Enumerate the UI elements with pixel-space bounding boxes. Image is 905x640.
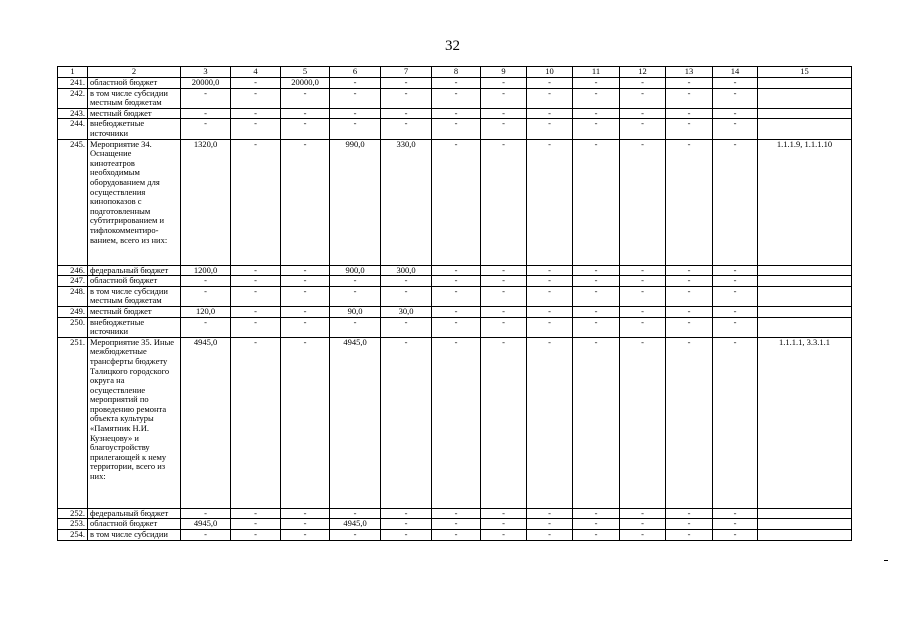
column-header: 1 [58,67,88,78]
cell-value: - [666,265,713,276]
row-number: 252. [58,508,88,519]
cell-value: - [620,78,666,89]
column-header: 4 [231,67,281,78]
cell-value: - [432,286,481,306]
cell-value: - [666,337,713,508]
cell-value: - [527,265,573,276]
cell-value: - [181,119,231,139]
column-header: 8 [432,67,481,78]
table-row [58,265,852,276]
target-indicator-ref [758,286,852,306]
cell-value: - [330,317,381,337]
row-number: 254. [58,529,88,540]
cell-value: - [330,276,381,287]
cell-value: - [573,317,620,337]
target-indicator-ref [758,78,852,89]
cell-value: - [481,276,527,287]
cell-value: 20000,0 [181,78,231,89]
cell-value: - [231,286,281,306]
cell-value: - [432,108,481,119]
cell-value: - [231,119,281,139]
cell-value: - [666,276,713,287]
row-name: Мероприятие 35. Иные межбюджетные трансферты бюджету Талицкого городского округа на осуществление мероприятий по проведению ремонта объекта культуры «Памятник Н.И. Кузнецову» и благоустройству прилегающей к нему территории, всего из них: [88,337,181,508]
row-number: 251. [58,337,88,508]
cell-value: - [231,265,281,276]
row-number: 250. [58,317,88,337]
row-name: в том числе субсидии местным бюджетам [88,88,181,108]
cell-value: - [713,139,758,265]
cell-value: - [713,508,758,519]
cell-value: - [527,108,573,119]
cell-value: - [713,529,758,540]
cell-value: - [713,119,758,139]
cell-value: - [713,519,758,530]
cell-value: 900,0 [330,265,381,276]
header-row [58,67,852,78]
cell-value: - [432,529,481,540]
cell-value: - [713,78,758,89]
row-name: областной бюджет [88,519,181,530]
cell-value: - [481,265,527,276]
cell-value: - [573,519,620,530]
cell-value: 1200,0 [181,265,231,276]
cell-value: - [527,78,573,89]
cell-value: - [527,337,573,508]
row-number: 246. [58,265,88,276]
cell-value: - [527,306,573,317]
cell-value: - [281,139,330,265]
cell-value: - [231,88,281,108]
row-name: областной бюджет [88,78,181,89]
target-indicator-ref [758,108,852,119]
table-row [58,78,852,89]
cell-value: - [481,88,527,108]
cell-value: - [713,276,758,287]
column-header: 6 [330,67,381,78]
cell-value: - [432,78,481,89]
column-header: 9 [481,67,527,78]
column-header: 2 [88,67,181,78]
cell-value: - [713,265,758,276]
cell-value: - [481,139,527,265]
cell-value: - [432,519,481,530]
cell-value: - [713,108,758,119]
cell-value: - [666,317,713,337]
cell-value: - [713,306,758,317]
column-header: 14 [713,67,758,78]
table-row [58,306,852,317]
row-number: 245. [58,139,88,265]
cell-value: - [181,276,231,287]
table-row [58,529,852,540]
cell-value: - [573,119,620,139]
cell-value: - [281,317,330,337]
cell-value: - [231,337,281,508]
cell-value: - [713,317,758,337]
cell-value: - [231,317,281,337]
cell-value: - [432,276,481,287]
cell-value: - [432,337,481,508]
row-name: в том числе субсидии [88,529,181,540]
cell-value: - [666,78,713,89]
cell-value: - [527,88,573,108]
cell-value: - [281,88,330,108]
cell-value: - [381,108,432,119]
row-name: местный бюджет [88,108,181,119]
budget-table [57,66,852,541]
cell-value: - [620,119,666,139]
row-name: внебюджетные источники [88,119,181,139]
cell-value: 20000,0 [281,78,330,89]
cell-value: - [620,519,666,530]
cell-value: - [181,317,231,337]
column-header: 3 [181,67,231,78]
cell-value: - [481,306,527,317]
column-header: 7 [381,67,432,78]
row-number: 243. [58,108,88,119]
cell-value: - [330,529,381,540]
cell-value: - [330,78,381,89]
row-number: 253. [58,519,88,530]
cell-value: - [573,306,620,317]
cell-value: 990,0 [330,139,381,265]
cell-value: - [231,78,281,89]
cell-value: - [713,88,758,108]
cell-value: - [381,337,432,508]
cell-value: 4945,0 [330,337,381,508]
column-header: 12 [620,67,666,78]
cell-value: - [481,108,527,119]
cell-value: - [281,119,330,139]
target-indicator-ref [758,276,852,287]
row-name: местный бюджет [88,306,181,317]
column-header: 15 [758,67,852,78]
cell-value: - [527,508,573,519]
cell-value: - [181,529,231,540]
cell-value: - [666,139,713,265]
row-name: Мероприятие 34. Оснащение кинотеатров необходимым оборудованием для осуществления кинопоказов с подготовленным субтитрированием и тифлокомментиро-ванием, всего из них: [88,139,181,265]
cell-value: - [231,529,281,540]
cell-value: - [381,78,432,89]
cell-value: 30,0 [381,306,432,317]
cell-value: - [481,119,527,139]
cell-value: - [281,519,330,530]
row-number: 249. [58,306,88,317]
cell-value: - [381,88,432,108]
cell-value: - [573,508,620,519]
cell-value: - [713,286,758,306]
table-row [58,519,852,530]
cell-value: - [281,306,330,317]
table-row [58,88,852,108]
cell-value: - [666,119,713,139]
cell-value: - [231,276,281,287]
row-number: 244. [58,119,88,139]
cell-value: - [620,139,666,265]
cell-value: - [381,508,432,519]
cell-value: - [620,88,666,108]
target-indicator-ref [758,119,852,139]
cell-value: - [527,139,573,265]
cell-value: - [573,265,620,276]
cell-value: - [432,88,481,108]
cell-value: - [432,317,481,337]
cell-value: - [281,529,330,540]
cell-value: - [481,519,527,530]
cell-value: - [620,265,666,276]
target-indicator-ref: 1.1.1.9, 1.1.1.10 [758,139,852,265]
cell-value: - [666,508,713,519]
cell-value: - [481,529,527,540]
cell-value: - [666,306,713,317]
cell-value: - [381,519,432,530]
cell-value: 4945,0 [181,519,231,530]
cell-value: - [181,286,231,306]
cell-value: - [231,306,281,317]
cell-value: - [432,306,481,317]
cell-value: - [231,139,281,265]
page-number: 32 [445,38,460,54]
row-name: в том числе субсидии местным бюджетам [88,286,181,306]
cell-value: 330,0 [381,139,432,265]
table-row [58,337,852,508]
cell-value: - [573,337,620,508]
cell-value: - [527,119,573,139]
table-row [58,139,852,265]
cell-value: - [666,88,713,108]
cell-value: 1320,0 [181,139,231,265]
cell-value: - [527,276,573,287]
row-name: внебюджетные источники [88,317,181,337]
cell-value: - [281,265,330,276]
cell-value: - [432,265,481,276]
cell-value: - [666,529,713,540]
cell-value: - [432,139,481,265]
cell-value: - [620,306,666,317]
cell-value: - [281,276,330,287]
cell-value: - [330,508,381,519]
cell-value: - [181,108,231,119]
row-number: 247. [58,276,88,287]
target-indicator-ref [758,317,852,337]
cell-value: - [573,529,620,540]
table-row [58,276,852,287]
cell-value: - [573,276,620,287]
target-indicator-ref [758,306,852,317]
cell-value: - [231,508,281,519]
scan-mark [884,560,888,561]
cell-value: - [620,337,666,508]
cell-value: - [381,286,432,306]
cell-value: - [527,286,573,306]
column-header: 10 [527,67,573,78]
cell-value: - [713,337,758,508]
cell-value: - [573,78,620,89]
target-indicator-ref [758,265,852,276]
cell-value: - [481,337,527,508]
row-number: 242. [58,88,88,108]
cell-value: - [330,119,381,139]
table-row [58,317,852,337]
column-header: 13 [666,67,713,78]
cell-value: - [432,119,481,139]
cell-value: - [281,337,330,508]
row-number: 248. [58,286,88,306]
target-indicator-ref [758,508,852,519]
cell-value: - [573,88,620,108]
table-row [58,108,852,119]
cell-value: - [231,108,281,119]
table-row [58,508,852,519]
cell-value: - [481,508,527,519]
cell-value: - [527,529,573,540]
target-indicator-ref [758,519,852,530]
cell-value: - [620,286,666,306]
cell-value: - [527,519,573,530]
cell-value: - [620,108,666,119]
cell-value: - [666,286,713,306]
cell-value: 90,0 [330,306,381,317]
cell-value: - [330,108,381,119]
cell-value: - [620,529,666,540]
cell-value: - [573,286,620,306]
table-row [58,119,852,139]
cell-value: - [620,508,666,519]
cell-value: - [330,88,381,108]
cell-value: - [381,529,432,540]
cell-value: - [481,78,527,89]
cell-value: - [281,286,330,306]
cell-value: - [620,276,666,287]
cell-value: - [620,317,666,337]
cell-value: - [281,108,330,119]
row-name: областной бюджет [88,276,181,287]
cell-value: - [481,286,527,306]
cell-value: - [231,519,281,530]
cell-value: - [330,286,381,306]
cell-value: - [666,519,713,530]
table-row [58,286,852,306]
cell-value: - [527,317,573,337]
cell-value: 4945,0 [181,337,231,508]
cell-value: 4945,0 [330,519,381,530]
cell-value: 300,0 [381,265,432,276]
cell-value: - [181,508,231,519]
cell-value: 120,0 [181,306,231,317]
column-header: 11 [573,67,620,78]
cell-value: - [573,108,620,119]
row-name: федеральный бюджет [88,508,181,519]
cell-value: - [381,276,432,287]
cell-value: - [381,317,432,337]
cell-value: - [181,88,231,108]
cell-value: - [281,508,330,519]
cell-value: - [432,508,481,519]
target-indicator-ref [758,88,852,108]
row-name: федеральный бюджет [88,265,181,276]
cell-value: - [481,317,527,337]
target-indicator-ref: 1.1.1.1, 3.3.1.1 [758,337,852,508]
row-number: 241. [58,78,88,89]
cell-value: - [666,108,713,119]
target-indicator-ref [758,529,852,540]
cell-value: - [573,139,620,265]
column-header: 5 [281,67,330,78]
cell-value: - [381,119,432,139]
